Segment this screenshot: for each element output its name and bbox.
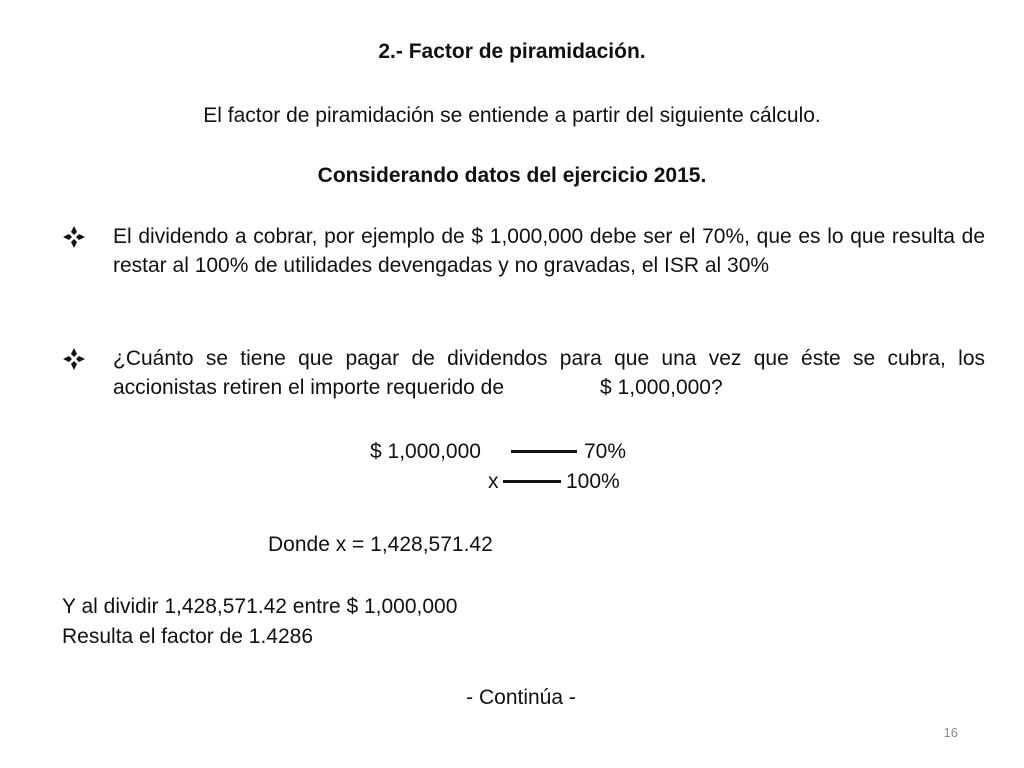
subtitle: Considerando datos del ejercicio 2015. xyxy=(317,164,707,187)
result-line: Donde x = 1,428,571.42 xyxy=(268,533,493,556)
proportion-row1-left: $ 1,000,000 xyxy=(370,440,481,463)
proportion-row2-dash xyxy=(503,480,561,483)
proportion-row2-left: x xyxy=(488,470,499,493)
proportion-row2-right: 100% xyxy=(566,470,620,493)
slide-title: 2.- Factor de piramidación. xyxy=(378,40,646,63)
diamond-bullet-icon xyxy=(62,225,86,249)
proportion-row1-right: 70% xyxy=(584,440,627,463)
intro-text: El factor de piramidación se entiende a partir del siguiente cálculo. xyxy=(203,104,821,127)
continue-label: - Continúa - xyxy=(466,686,576,709)
bullet-question-text: ¿Cuánto se tiene que pagar de dividendos para que una vez que éste se cubra, los accionistas retiren el importe requerido de xyxy=(113,347,985,399)
divide-line: Y al dividir 1,428,571.42 entre $ 1,000,000 xyxy=(62,595,458,618)
diamond-bullet-icon xyxy=(62,347,86,371)
bullet-question-amount: $ 1,000,000? xyxy=(600,376,723,399)
bullet-item-question xyxy=(113,344,985,402)
bullet-item-dividend: El dividendo a cobrar, por ejemplo de $ 1,000,000 debe ser el 70%, que es lo que resulta de restar al 100% de utilidades devengadas y no gravadas, el ISR al 30% xyxy=(113,225,985,277)
proportion-row1-dash xyxy=(511,450,577,453)
page-number: 16 xyxy=(943,725,958,740)
factor-line: Resulta el factor de 1.4286 xyxy=(62,625,313,648)
